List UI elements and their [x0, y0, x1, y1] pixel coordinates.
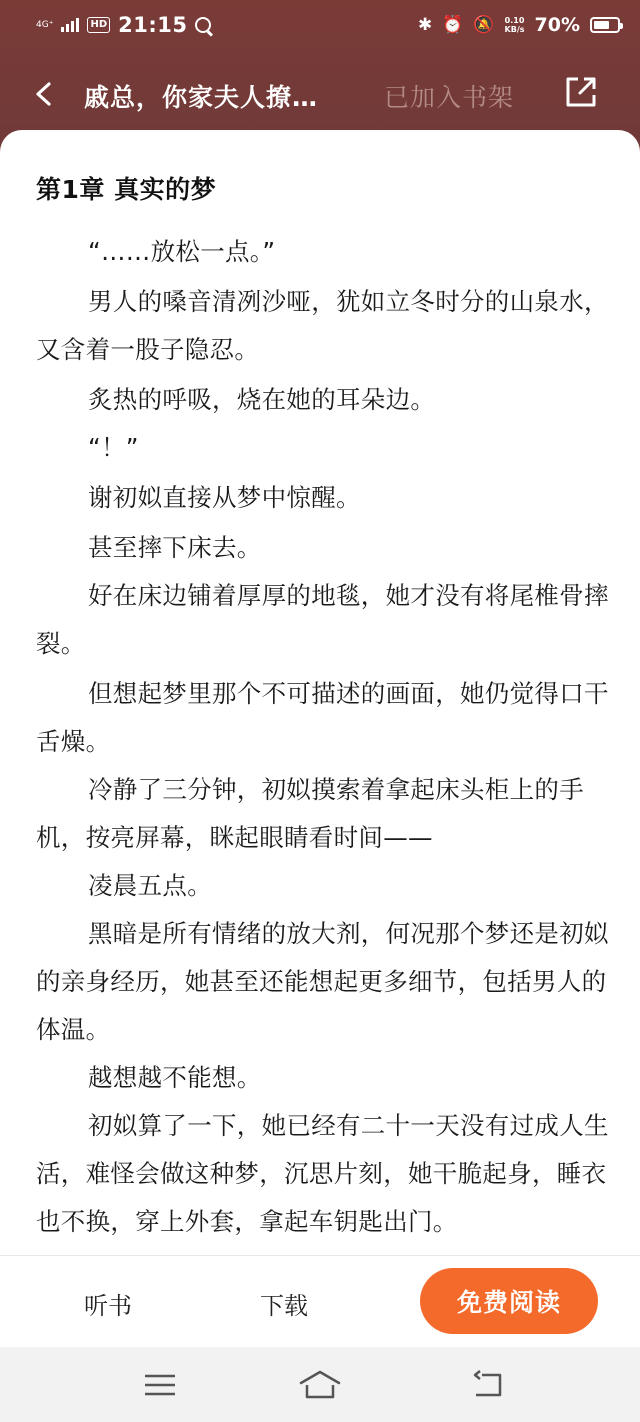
bottom-action-bar	[0, 1255, 640, 1347]
share-icon[interactable]	[564, 75, 598, 109]
mute-icon: 🔕	[473, 15, 495, 35]
chapter-title: 第1章 真实的梦	[36, 175, 217, 204]
network-type: 4G⁺	[36, 19, 54, 30]
paragraph: 越想越不能想。	[88, 1063, 262, 1092]
download-button[interactable]: 下载	[260, 1292, 308, 1320]
battery-icon	[590, 17, 620, 33]
paragraph: 初姒算了一下，她已经有二十一天没有过成人生活，难怪会做这种梦，沉思片刻，她干脆起身，睡衣也不换，穿上外套，拿起车钥匙出门。	[36, 1111, 609, 1236]
paragraph: “……放松一点。”	[88, 237, 276, 266]
paragraph: 好在床边铺着厚厚的地毯，她才没有将尾椎骨摔裂。	[36, 581, 609, 658]
back-icon[interactable]	[34, 82, 54, 106]
system-nav-bar	[0, 1347, 640, 1422]
paragraph: “！”	[88, 433, 139, 462]
search-notification-icon	[195, 17, 211, 33]
paragraph: 黑暗是所有情绪的放大剂，何况那个梦还是初姒的亲身经历，她甚至还能想起更多细节，包括男人的体温。	[36, 919, 609, 1044]
paragraph: 男人的嗓音清冽沙哑，犹如立冬时分的山泉水，又含着一股子隐忍。	[36, 287, 609, 364]
alarm-icon: ⏰	[442, 15, 464, 35]
paragraph: 但想起梦里那个不可描述的画面，她仍觉得口干舌燥。	[36, 679, 609, 756]
paragraph: 冷静了三分钟，初姒摸索着拿起床头柜上的手机，按亮屏幕，眯起眼睛看时间——	[36, 775, 584, 852]
paragraph: 谢初姒直接从梦中惊醒。	[88, 483, 361, 512]
menu-icon[interactable]	[145, 1373, 175, 1397]
free-read-button[interactable]: 免费阅读	[420, 1268, 598, 1334]
paragraph: 炙热的呼吸，烧在她的耳朵边。	[88, 385, 436, 414]
system-back-icon[interactable]	[472, 1371, 504, 1399]
net-speed: 0.10 KB/s	[504, 16, 525, 34]
paragraph: 甚至摔下床去。	[88, 533, 262, 562]
hd-badge: HD	[87, 17, 110, 33]
bluetooth-icon: ✱	[417, 15, 433, 35]
home-icon[interactable]	[298, 1369, 342, 1401]
battery-percent: 70%	[534, 14, 580, 36]
book-title: 戚总，你家夫人撩…	[84, 83, 319, 112]
top-nav	[0, 60, 640, 130]
listen-button[interactable]: 听书	[84, 1292, 132, 1320]
added-to-shelf-button[interactable]: 已加入书架	[384, 83, 515, 112]
clock: 21:15	[118, 13, 188, 37]
status-bar	[0, 0, 640, 50]
signal-icon	[61, 18, 79, 32]
reader-card[interactable]	[0, 130, 640, 1255]
paragraph: 凌晨五点。	[88, 871, 212, 900]
